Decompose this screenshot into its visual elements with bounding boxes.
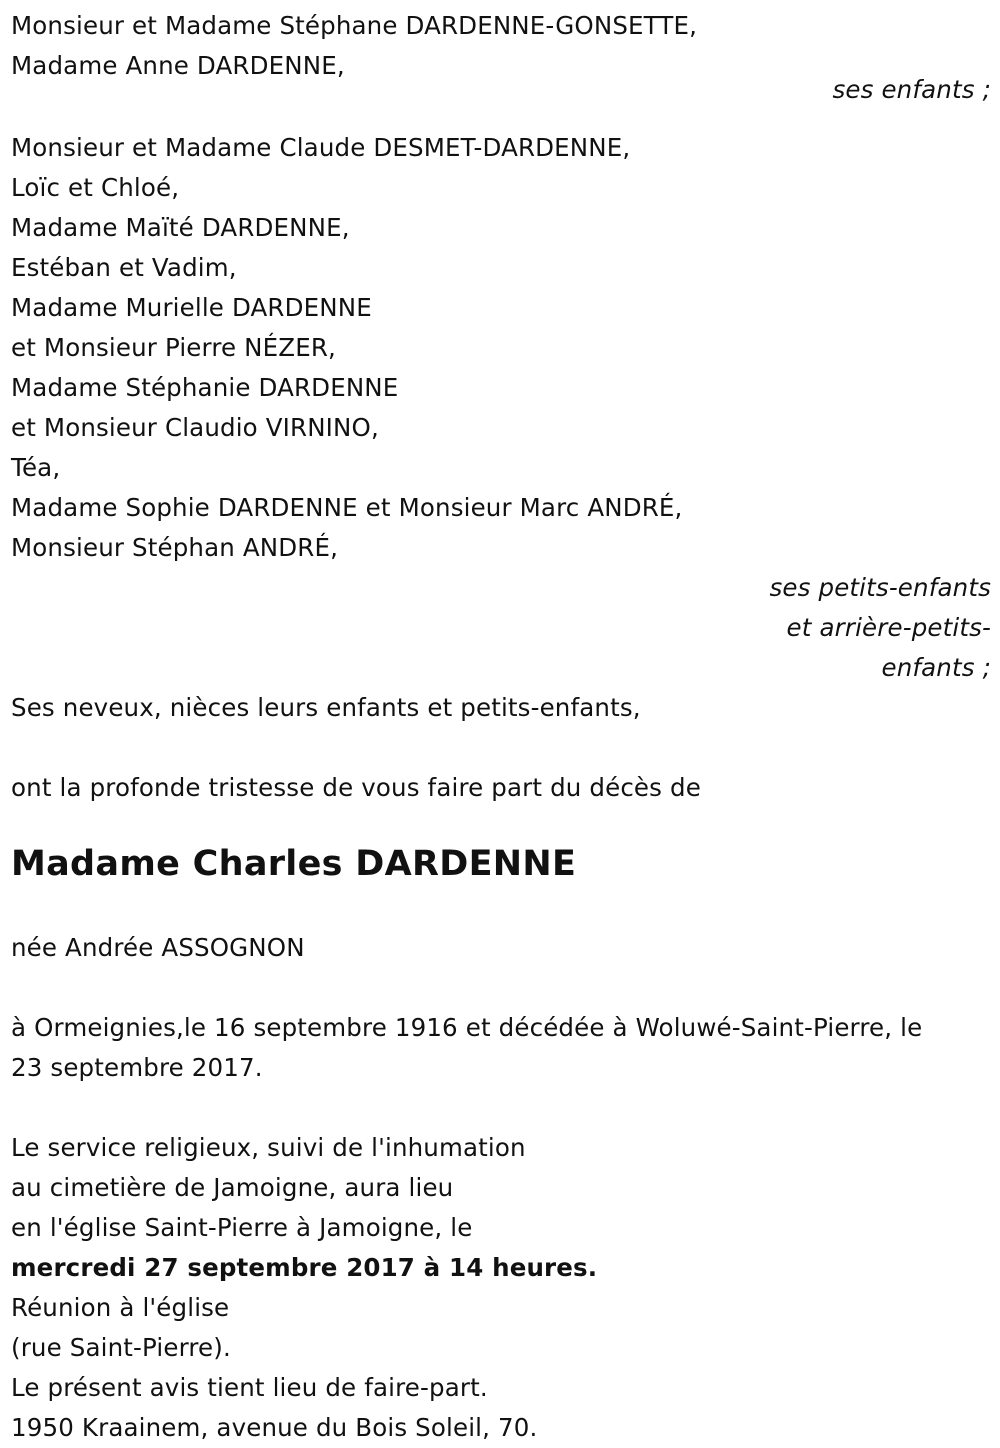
spacer bbox=[11, 1088, 991, 1128]
family-line: Madame Anne DARDENNE, bbox=[11, 51, 345, 80]
family-line: et Monsieur Pierre NÉZER, bbox=[11, 333, 336, 362]
announcement-text: ont la profonde tristesse de vous faire part du décès de bbox=[11, 773, 701, 802]
dates-line: 23 septembre 2017. bbox=[11, 1053, 263, 1082]
deceased-name: Madame Charles DARDENNE bbox=[11, 844, 577, 884]
service-line: Le service religieux, suivi de l'inhumation bbox=[11, 1133, 526, 1162]
spacer bbox=[11, 728, 991, 768]
service-line: (rue Saint-Pierre). bbox=[11, 1333, 231, 1362]
family-line: Estéban et Vadim, bbox=[11, 253, 237, 282]
nephews-line: Ses neveux, nièces leurs enfants et petits-enfants, bbox=[11, 693, 641, 722]
family-line: Monsieur Stéphan ANDRÉ, bbox=[11, 533, 339, 562]
spacer bbox=[11, 110, 991, 128]
service-line: Le présent avis tient lieu de faire-part. bbox=[11, 1373, 488, 1402]
family-line: et Monsieur Claudio VIRNINO, bbox=[11, 413, 379, 442]
family-line: Loïc et Chloé, bbox=[11, 173, 180, 202]
family-line: Monsieur et Madame Stéphane DARDENNE-GONSETTE, bbox=[11, 11, 698, 40]
service-line: au cimetière de Jamoigne, aura lieu bbox=[11, 1173, 454, 1202]
dates-line: à Ormeignies,le 16 septembre 1916 et décédée à Woluwé-Saint-Pierre, le bbox=[11, 1013, 923, 1042]
spacer bbox=[11, 888, 991, 928]
maiden-name: née Andrée ASSOGNON bbox=[11, 933, 305, 962]
family-line: Téa, bbox=[11, 453, 61, 482]
obituary-notice bbox=[11, 6, 991, 1448]
family-line: Monsieur et Madame Claude DESMET-DARDENNE, bbox=[11, 133, 631, 162]
service-datetime: mercredi 27 septembre 2017 à 14 heures. bbox=[11, 1253, 598, 1282]
grandchildren-role: ses petits-enfants bbox=[769, 573, 991, 602]
spacer bbox=[11, 968, 991, 1008]
family-line: Madame Sophie DARDENNE et Monsieur Marc ANDRÉ, bbox=[11, 493, 683, 522]
grandchildren-role: et arrière-petits- bbox=[786, 613, 991, 642]
family-line: Madame Murielle DARDENNE bbox=[11, 293, 372, 322]
children-role: ses enfants ; bbox=[832, 75, 991, 104]
service-line: en l'église Saint-Pierre à Jamoigne, le bbox=[11, 1213, 473, 1242]
address-line: 1950 Kraainem, avenue du Bois Soleil, 70. bbox=[11, 1413, 538, 1442]
grandchildren-role: enfants ; bbox=[881, 653, 991, 682]
service-line: Réunion à l'église bbox=[11, 1293, 230, 1322]
family-line: Madame Maïté DARDENNE, bbox=[11, 213, 350, 242]
family-line: Madame Stéphanie DARDENNE bbox=[11, 373, 399, 402]
